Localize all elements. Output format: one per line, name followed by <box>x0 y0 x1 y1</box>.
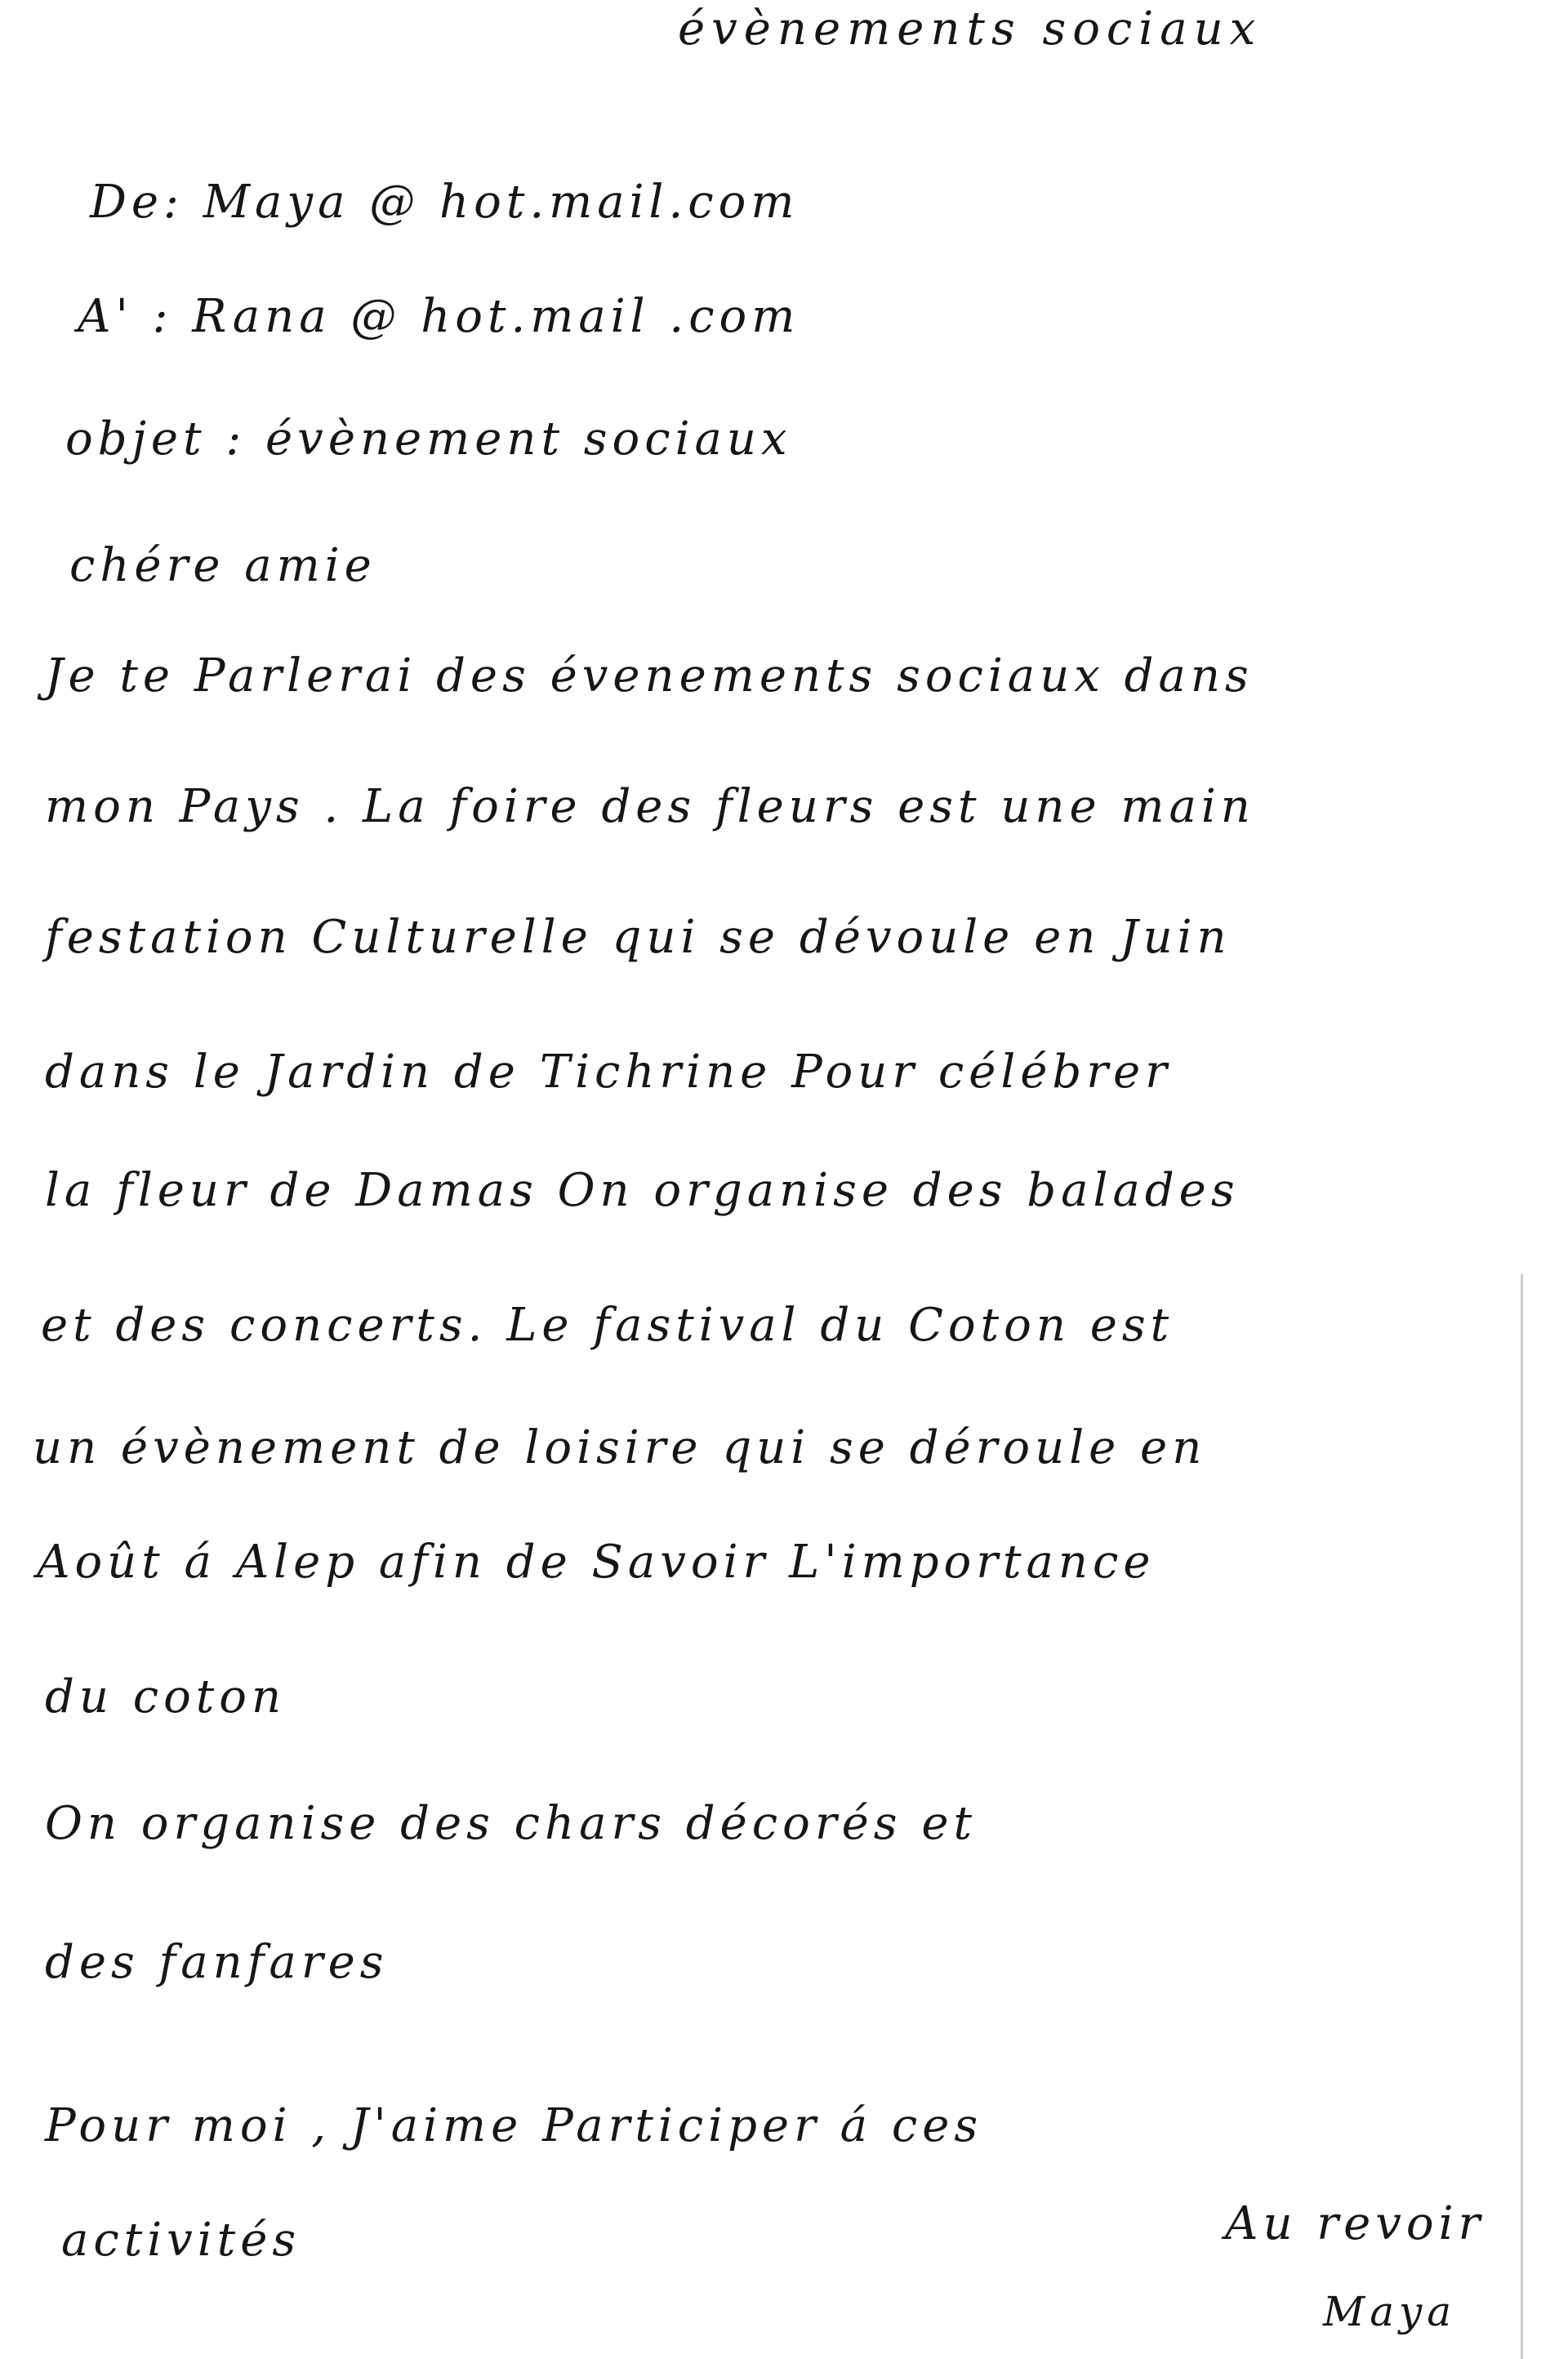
body-line: la fleur de Damas On organise des balades <box>45 1164 1240 1217</box>
body-line: festation Culturelle qui se dévoule en Juin <box>45 911 1232 964</box>
body-line: un évènement de loisire qui se déroule en <box>33 1421 1207 1474</box>
to-line: A' : Rana @ hot.mail .com <box>78 290 800 343</box>
body-line: dans le Jardin de Tichrine Pour célébrer <box>45 1046 1172 1099</box>
letter-title: évènements sociaux <box>678 2 1263 56</box>
body-line: des fanfares <box>45 1936 389 1989</box>
body-line: du coton <box>45 1670 287 1724</box>
body-line: Je te Parlerai des évenements sociaux dans <box>45 649 1254 702</box>
greeting: chére amie <box>69 539 376 592</box>
signature: Maya <box>1323 2288 1457 2335</box>
body-line: On organise des chars décorés et <box>45 1797 977 1850</box>
paper-edge-line <box>1521 1274 1523 2359</box>
body-line: et des concerts. Le fastival du Coton est <box>41 1299 1174 1352</box>
body-line: mon Pays . La foire des fleurs est une main <box>45 780 1255 833</box>
body-line: Pour moi , J'aime Participer á ces <box>45 2099 983 2152</box>
from-line: De: Maya @ hot.mail.com <box>90 176 800 229</box>
body-line: activités <box>61 2214 301 2267</box>
subject-line: objet : évènement sociaux <box>65 412 792 466</box>
body-line: Août á Alep afin de Savoir L'importance <box>37 1536 1156 1589</box>
closing: Au revoir <box>1225 2197 1486 2250</box>
